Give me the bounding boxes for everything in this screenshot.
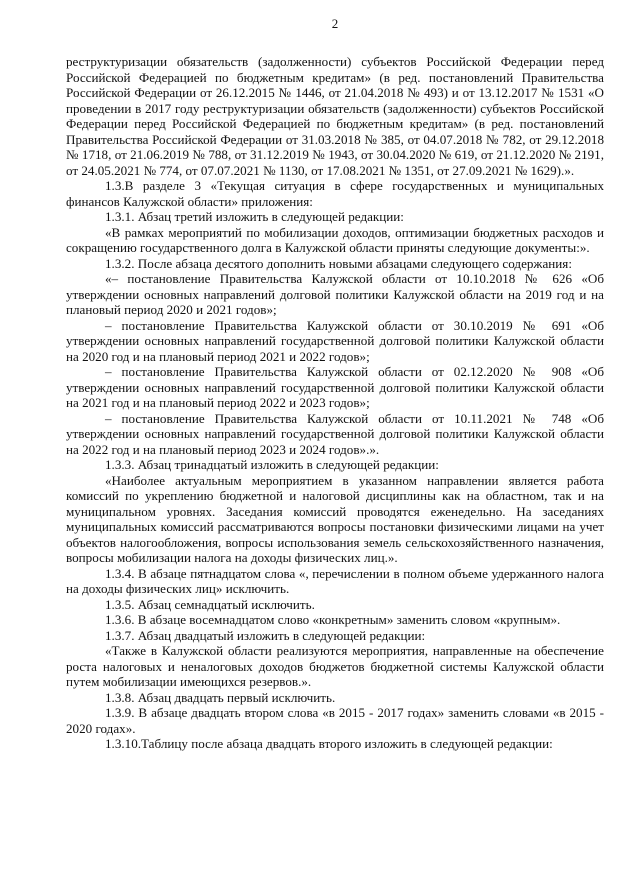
paragraph-1-3-7: 1.3.7. Абзац двадцатый изложить в следующей редакции:: [105, 627, 426, 643]
paragraph-quote-revenue: «Также в Калужской области реализуются мероприятия, направленные на обеспечение роста налоговых и неналоговых доходов бюджетов бюджетной системы Калужской области путем мобилизации имеющихся резервов.».: [66, 643, 604, 689]
paragraph-1-3: 1.3.В разделе 3 «Текущая ситуация в сфере государственных и муниципальных финансов Калужской области» приложения:: [66, 178, 604, 209]
paragraph-1-3-8: 1.3.8. Абзац двадцать первый исключить.: [105, 689, 336, 705]
paragraph-1-3-4: 1.3.4. В абзаце пятнадцатом слова «, перечислении в полном объеме удержанного налога на доходы физических лиц» исключить.: [66, 565, 604, 596]
paragraph-1-3-6: 1.3.6. В абзаце восемнадцатом слово «конкретным» заменить словом «крупным».: [105, 612, 561, 627]
paragraph-1-3-10: 1.3.10.Таблицу после абзаца двадцать второго изложить в следующей редакции:: [105, 736, 553, 751]
paragraph-continuation: реструктуризации обязательств (задолженности) субъектов Российской Федерации перед Российской Федерацией по бюджетным кредитам» (в ред. постановлений Правительства Российской Федерации от 26.12.2015 № 1446, от 21.04.2018 № 493) и от 13.12.2017 № 1531 «О проведении в 2017 году реструктуризации обязательств (задолженности) субъектов Российской Федерации перед Российской Федерацией по бюджетным кредитам» (в ред. постановлений Правительства Российской Федерации от 31.03.2018 № 385, от 04.07.2018 № 782, от 29.12.2018 № 1718, от 21.06.2019 № 788, от 31.12.2019 № 1943, от 30.04.2020 № 619, от 21.12.2020 № 2191, от 24.05.2021 № 774, от 07.07.2021 № 1130, от 17.08.2021 № 1351, от 27.09.2021 № 1629).».: [66, 54, 604, 178]
paragraph-resolution-626: «– постановление Правительства Калужской области от 10.10.2018 № 626 «Об утверждении основных направлений долговой политики Калужской области на 2019 год и на плановый период 2020 и 2021 годов»;: [66, 271, 604, 317]
paragraph-resolution-908: – постановление Правительства Калужской области от 02.12.2020 № 908 «Об утверждении основных направлений государственной долговой политики Калужской области на 2021 год и на плановый период 2022 и 2023 годов»;: [66, 364, 604, 410]
paragraph-1-3-3: 1.3.3. Абзац тринадцатый изложить в следующей редакции:: [105, 457, 439, 472]
paragraph-resolution-748: – постановление Правительства Калужской области от 10.11.2021 № 748 «Об утверждении основных направлений государственной долговой политики Калужской области на 2022 год и на плановый период 2023 и 2024 годов».».: [66, 410, 604, 457]
paragraph-resolution-691: – постановление Правительства Калужской области от 30.10.2019 № 691 «Об утверждении основных направлений государственной долговой политики Калужской области на 2020 год и на плановый период 2021 и 2022 годов»;: [66, 317, 604, 364]
paragraph-quote-documents: «В рамках мероприятий по мобилизации доходов, оптимизации бюджетных расходов и сокращению государственного долга в Калужской области приняты следующие документы:».: [66, 224, 604, 255]
paragraph-1-3-2: 1.3.2. После абзаца десятого дополнить новыми абзацами следующего содержания:: [105, 255, 572, 271]
paragraph-1-3-9: 1.3.9. В абзаце двадцать втором слова «в 2015 - 2017 годах» заменить словами «в 2015 - 2020 годах».: [66, 705, 604, 736]
document-body: [66, 54, 604, 752]
paragraph-1-3-5: 1.3.5. Абзац семнадцатый исключить.: [105, 596, 315, 612]
page-number: 2: [331, 16, 339, 31]
paragraph-quote-commissions: «Наиболее актуальным мероприятием в указанном направлении является работа комиссий по укреплению бюджетной и налоговой дисциплины как на областном, так и на муниципальном уровнях. Заседания комиссий проводятся еженедельно. На заседаниях муниципальных комиссий рассматриваются вопросы постановки физическими лицами на учет объектов налогообложения, вопросы использования земель сельскохозяйственного назначения, вопросы мобилизации налога на доходы физических лиц.».: [66, 472, 604, 565]
paragraph-1-3-1: 1.3.1. Абзац третий изложить в следующей редакции:: [105, 209, 404, 224]
